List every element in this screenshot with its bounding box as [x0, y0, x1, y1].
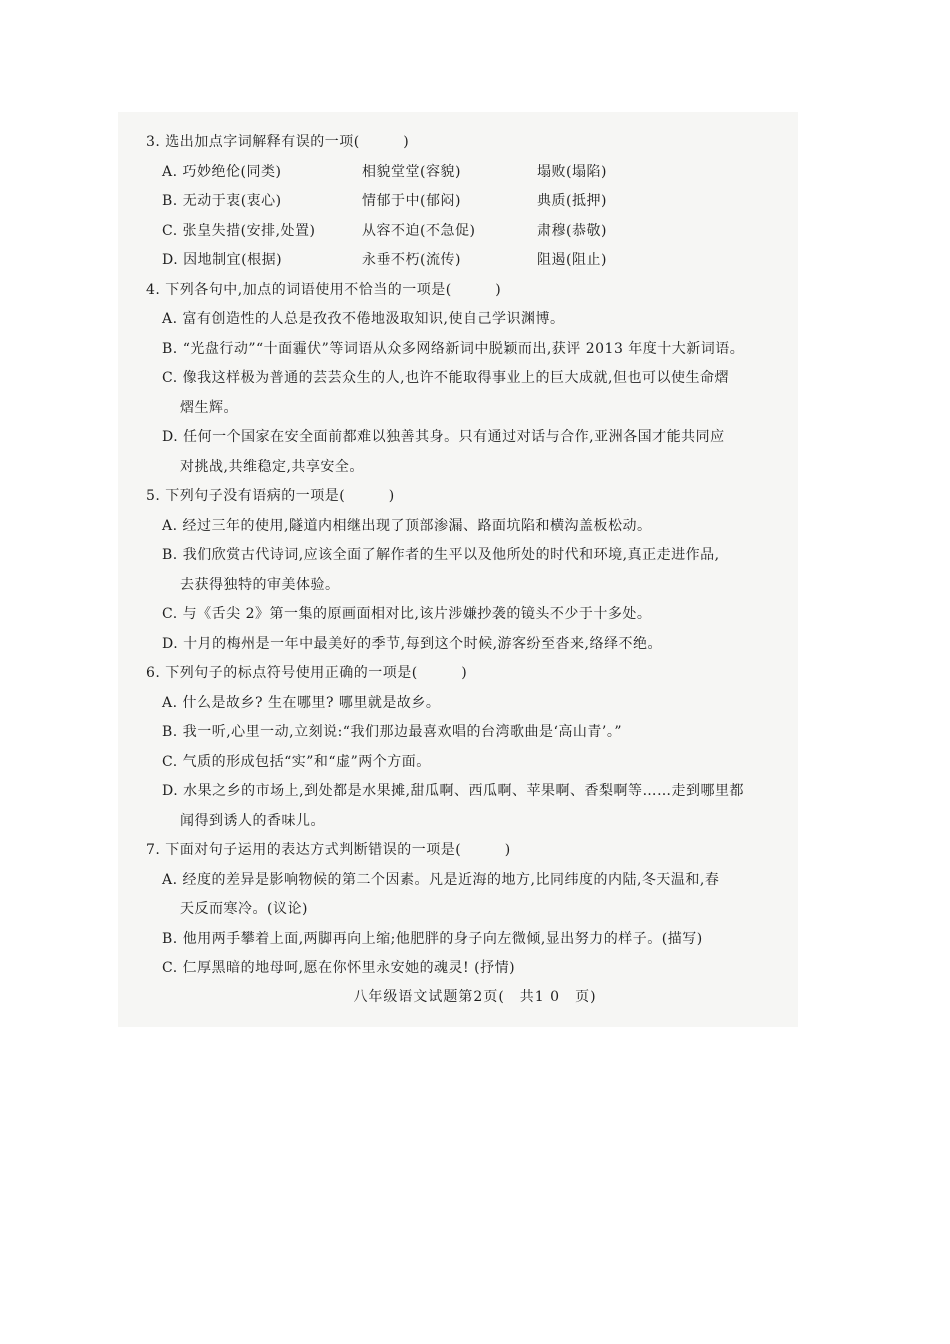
question-5-stem: 5. 下列句子没有语病的一项是( ) — [146, 488, 395, 504]
question-7-stem: 7. 下面对句子运用的表达方式判断错误的一项是( ) — [146, 842, 511, 858]
q3-option-cell: 永垂不朽(流传) — [362, 252, 461, 268]
page-footer: 八年级语文试题第2页( 共1 0 页) — [353, 989, 597, 1005]
question-4-option-c-continued: 熠生辉。 — [180, 399, 238, 416]
q3-option-cell: 塌败(塌陷) — [537, 163, 607, 180]
q3-option-cell: C. 张皇失措(安排,处置) — [162, 222, 316, 239]
question-7-option-a-continued: 天反而寒冷。(议论) — [180, 901, 308, 917]
question-7-option-a: A. 经度的差异是影响物候的第二个因素。凡是近海的地方,比同纬度的内陆,冬天温和,春 — [162, 871, 720, 888]
question-5-option-d: D. 十月的梅州是一年中最美好的季节,每到这个时候,游客纷至沓来,络绎不绝。 — [162, 635, 662, 652]
q3-option-cell: B. 无动于衷(衷心) — [162, 193, 282, 209]
question-6-option-d-continued: 闻得到诱人的香味儿。 — [180, 812, 325, 829]
question-4-option-c: C. 像我这样极为普通的芸芸众生的人,也许不能取得事业上的巨大成就,但也可以使生命熠 — [162, 370, 730, 386]
q3-option-cell: 典质(抵押) — [537, 193, 607, 209]
question-7-option-c: C. 仁厚黑暗的地母呵,愿在你怀里永安她的魂灵! (抒情) — [162, 960, 516, 976]
q3-option-cell: A. 巧妙绝伦(同类) — [162, 163, 282, 180]
q3-option-cell: 相貌堂堂(容貌) — [362, 163, 461, 180]
question-3-row-c — [146, 217, 766, 247]
q3-option-cell: D. 因地制宜(根据) — [162, 252, 283, 268]
question-3-row-b — [146, 187, 766, 217]
question-4-option-d: D. 任何一个国家在安全面前都难以独善其身。只有通过对话与合作,亚洲各国才能共同应 — [162, 429, 725, 445]
question-6-stem: 6. 下列句子的标点符号使用正确的一项是( ) — [146, 665, 468, 681]
question-5-option-b-continued: 去获得独特的审美体验。 — [180, 576, 340, 593]
question-6-option-b: B. 我一听,心里一动,立刻说:“我们那边最喜欢唱的台湾歌曲是‘高山青’。” — [162, 724, 623, 740]
exam-content — [146, 128, 766, 984]
question-6-option-a: A. 什么是故乡? 生在哪里? 哪里就是故乡。 — [162, 694, 441, 711]
q3-option-cell: 肃穆(恭敬) — [537, 222, 607, 239]
question-6-option-d: D. 水果之乡的市场上,到处都是水果摊,甜瓜啊、西瓜啊、苹果啊、香梨啊等……走到哪里都 — [162, 783, 745, 799]
question-5-option-b: B. 我们欣赏古代诗词,应该全面了解作者的生平以及他所处的时代和环境,真正走进作品, — [162, 547, 720, 563]
question-4-option-b: B. “光盘行动”“十面霾伏”等词语从众多网络新词中脱颖而出,获评 2013 年度十大新词语。 — [162, 340, 745, 357]
q3-option-cell: 阻遏(阻止) — [537, 252, 607, 268]
question-5-option-c: C. 与《舌尖 2》第一集的原画面相对比,该片涉嫌抄袭的镜头不少于十多处。 — [162, 606, 652, 622]
question-4-option-d-continued: 对挑战,共维稳定,共享安全。 — [180, 458, 364, 475]
question-4-stem: 4. 下列各句中,加点的词语使用不恰当的一项是( ) — [146, 281, 502, 298]
question-3-row-a — [146, 158, 766, 188]
q3-option-cell: 从容不迫(不急促) — [362, 222, 476, 239]
question-3-row-d — [146, 246, 766, 276]
question-5-option-a: A. 经过三年的使用,隧道内相继出现了顶部渗漏、路面坑陷和横沟盖板松动。 — [162, 517, 652, 534]
question-6-option-c: C. 气质的形成包括“实”和“虚”两个方面。 — [162, 753, 431, 770]
q3-option-cell: 情郁于中(郁闷) — [362, 193, 461, 209]
question-7-option-b: B. 他用两手攀着上面,两脚再向上缩;他肥胖的身子向左微倾,显出努力的样子。(描写) — [162, 930, 703, 947]
question-4-option-a: A. 富有创造性的人总是孜孜不倦地汲取知识,使自己学识渊博。 — [162, 311, 565, 327]
question-3-stem: 3. 选出加点字词解释有误的一项( ) — [146, 134, 410, 150]
